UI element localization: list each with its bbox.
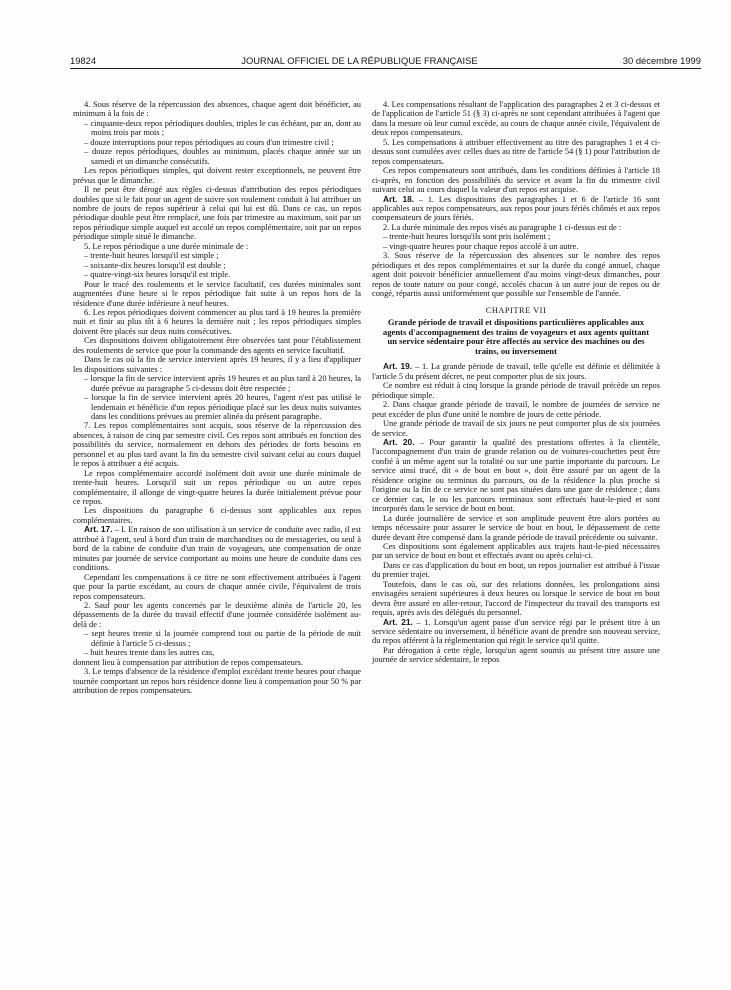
paragraph: 2. Sauf pour les agents concernés par le deuxième alinéa de l'article 20, les dépassements de la durée du travail effectif d'une journée considérée isolément au-delà de : [73,601,361,629]
paragraph: 3. Sous réserve de la répercussion des absences sur le nombre des repos périodiques et des repos complémentaires et sur la durée du congé annuel, chaque agent doit pouvoir bénéficier annuellement d'au moins vingt-deux dimanches, pour repos de toute nature ou pour congé, accolés chacun à un autre jour de repos ou de congé, répartis aussi uniformément que possible sur l'ensemble de l'année. [372,251,660,299]
article-text: – 1. Lorsqu'un agent passe d'un service régi par le présent titre à un service sédentaire ou inversement, il bénéficie avant de prendre son nouveau service, du repos afférent à la réglementation qui régit le service qu'il quitte. [372,617,660,646]
page-number: 19824 [70,55,97,66]
paragraph: Par dérogation à cette règle, lorsqu'un agent soumis au présent titre assure une journée de service sédentaire, le repos [372,645,660,665]
header-rule [70,68,701,69]
paragraph: Les dispositions du paragraphe 6 ci-dessus sont applicables aux repos complémentaires. [73,506,361,525]
paragraph: 2. Dans chaque grande période de travail, le nombre de journées de service ne peut excéder de plus d'une unité le nombre de jours de cette période. [372,400,660,419]
article-paragraph [372,618,660,646]
left-column [73,100,361,696]
article-paragraph [73,525,361,572]
article-paragraph [372,438,660,514]
paragraph: Ces dispositions sont également applicables aux trajets haut-le-pied nécessaires par un service de bout en bout et effectués avant ou après celui-ci. [372,541,660,561]
article-text: – 1. Les dispositions des paragraphes 1 et 6 de l'article 16 sont applicables aux repos compensateurs, aux repos pour jours fériés chômés et aux repos compensateurs de jours fériés. [372,194,660,223]
paragraph: Dans ce cas d'application du bout en bout, un repos journalier est attribué à l'issue du premier trajet. [372,560,660,580]
paragraph: Une grande période de travail de six jours ne peut comporter plus de six journées de service. [372,419,660,438]
right-column [372,100,660,665]
list-item: – huit heures trente dans les autres cas, [73,648,361,657]
list-item: – trente-huit heures lorsqu'il est simple ; [73,251,361,260]
paragraph: 4. Sous réserve de la répercussion des absences, chaque agent doit bénéficier, au minimum à la fois de : [73,100,361,119]
paragraph: La durée journalière de service et son amplitude peuvent être alors portées au temps nécessaire pour assurer le service de bout en bout, le dépassement de cette durée devant être compensé dans la grande période de travail précédente ou suivante. [372,513,660,542]
list-item: – douze repos périodiques, doubles au minimum, placés chaque année sur un samedi et un dimanche consécutifs. [73,147,361,166]
article-text: – I. En raison de son utilisation à un service de conduite avec radio, il est attribué à l'agent, seul à bord d'un train de marchandises ou de messageries, ou seul à bord de la cabine de conduite d'un train de voyageurs, une compensation de onze minutes par journée de service comportant au moins une heure de conduite dans ces conditions. [73,525,361,573]
article-paragraph [372,195,660,223]
article-label: Art. 21. [383,616,413,627]
paragraph: 2. La durée minimale des repos visés au paragraphe 1 ci-dessus est de : [383,222,622,232]
chapter-heading: CHAPITRE VII [485,305,547,315]
paragraph: Dans le cas où la fin de service intervient après 19 heures, il y a lieu d'appliquer les dispositions suivantes : [73,355,361,374]
list-item: – soixante-dix heures lorsqu'il est double ; [73,261,361,270]
article-label: Art. 18. [383,193,415,204]
paragraph: 3. Le temps d'absence de la résidence d'emploi excédant trente heures pour chaque tournée comportant un repos hors résidence donne lieu à compensation pour 50 % par attribution de repos compensateurs. [73,667,361,696]
paragraph: Le repos complémentaire accordé isolément doit avoir une durée minimale de trente-huit heures. Lorsqu'il suit un repos périodique ou un autre repos complémentaire, il allonge de vingt-quatre heures la durée initialement prévue pour ce repos. [73,468,361,507]
list-item: – lorsque la fin de service intervient après 20 heures, l'agent n'est pas utilisé le lendemain et bénéficie d'un repos périodique placé sur les deux nuits suivantes dans les conditions prévues au premier alinéa du présent paragraphe. [73,393,361,421]
article-paragraph [372,362,660,381]
paragraph: Ce nombre est réduit à cinq lorsque la grande période de travail précède un repos périodique simple. [372,381,660,400]
article-label: Art. 17. [84,524,113,535]
paragraph: Ces dispositions doivent obligatoirement être observées tant pour l'établissement des roulements de service que pour la commande des agents en service facultatif. [73,336,361,355]
article-label: Art. 20. [383,436,415,447]
chapter-title: Grande période de travail et dispositions particulières applicables aux agents d'accompagnement des trains de voyageurs et aux agents quittant un service sédentaire pour être affectés au service des machines ou des trains, ou inversement [382,316,650,356]
journal-title: JOURNAL OFFICIEL DE LA RÉPUBLIQUE FRANÇAISE [241,55,478,66]
article-text: – 1. La grande période de travail, telle qu'elle est définie et délimitée à l'article 5 du présent décret, ne peut comporter plus de six jours. [372,362,660,381]
paragraph: Il ne peut être dérogé aux règles ci-dessus d'attribution des repos périodiques doubles que si le fait pour un agent de suivre son roulement conduit à lui attribuer un nombre de jours de repos supérieur à celui qui lui est dû. Dans ce cas, un repos périodique double peut être remplacé, une fois par trimestre au maximum, soit par un repos périodique simple auquel est accolé un repos complémentaire, soit par un repos périodique simple situé le dimanche. [73,185,361,242]
list-item: – quatre-vingt-six heures lorsqu'il est triple. [73,270,361,279]
paragraph: 6. Les repos périodiques doivent commencer au plus tard à 19 heures la première nuit et finir au plus tôt à 6 heures la dernière nuit ; les repos périodiques simples doivent être placés sur deux nuits consécutives. [73,307,361,336]
list-item: – trente-huit heures lorsqu'ils sont pris isolément ; [372,232,660,241]
page-header [70,55,701,69]
paragraph: donnent lieu à compensation par attribution de repos compensateurs. [73,657,304,667]
paragraph: Cependant les compensations à ce titre ne sont effectivement attribuées à l'agent que pour la partie excédant, au cours de chaque année civile, l'équivalent de trois repos compensateurs. [73,572,361,601]
list-item: – lorsque la fin de service intervient après 19 heures et au plus tard à 20 heures, la durée prévue au paragraphe 5 ci-dessus doit être respectée ; [73,374,361,393]
paragraph: Pour le tracé des roulements et le service facultatif, ces durées minimales sont augmentées d'une heure si le repos périodique fait suite à un repos hors de la résidence d'une durée inférieure à neuf heures. [73,279,361,308]
paragraph: Ces repos compensateurs sont attribués, dans les conditions définies à l'article 18 ci-après, en fonction des possibilités du service et avant la fin du trimestre civil suivant celui au cours duquel la valeur d'un repos est acquise. [372,166,660,195]
paragraph: 7. Les repos complémentaires sont acquis, sous réserve de la répercussion des absences, à raison de cinq par semestre civil. Ces repos sont attribués en fonction des possibilités du service, normalement en dehors des périodes de forts besoins en personnel et au plus tard avant la fin du semestre civil suivant celui au cours duquel le repos à attribuer a été acquis. [73,421,361,469]
list-item: – cinquante-deux repos périodiques doubles, triples le cas échéant, par an, dont au moins trois par mois ; [73,119,361,138]
article-text: – Pour garantir la qualité des prestations offertes à la clientèle, l'accompagnement d'un train de grande relation ou de voitures-couchettes peut être confié à un même agent sur la totalité ou sur une partie importante du parcours. Le service ainsi tracé, dit « de bout en bout », doit être assuré par un agent de la résidence origine ou terminus du parcours, ou de la résidence la plus proche si l'origine ou la fin de ce service ne sont pas situées dans une gare de résidence ; dans ce dernier cas, le ou les parcours terminaux sont effectués haut-le-pied et sont incorporés dans le service de bout en bout. [372,437,660,514]
publication-date: 30 décembre 1999 [622,55,701,66]
list-item: – sept heures trente si la journée comprend tout ou partie de la période de nuit définie à l'article 5 ci-dessus ; [73,629,361,648]
article-label: Art. 19. [383,361,413,372]
paragraph: 5. Le repos périodique a une durée minimale de : [84,241,249,251]
paragraph: Toutefois, dans le cas où, sur des relations données, les prolongations ainsi envisagées seraient supérieures à deux heures ou lorsque le service de bout en bout devra être assuré en aller-retour, l'accord de l'inspecteur du travail des transports est requis, après avis des délégués du personnel. [372,579,660,618]
list-item: – vingt-quatre heures pour chaque repos accolé à un autre. [372,242,660,251]
list-item: – douze interruptions pour repos périodiques au cours d'un trimestre civil ; [73,138,361,147]
paragraph: Les repos périodiques simples, qui doivent rester exceptionnels, ne peuvent être prévus que le dimanche. [73,166,361,185]
paragraph: 5. Les compensations à attribuer effectivement au titre des paragraphes 1 et 4 ci-dessus sont cumulées avec celles dues au titre de l'article 54 (§ 1) pour l'attribution de repos compensateurs. [372,137,660,166]
paragraph: 4. Les compensations résultant de l'application des paragraphes 2 et 3 ci-dessus et de l'application de l'article 51 (§ 3) ci-après ne sont cependant attribuées à l'agent que dans la mesure où leur cumul excède, au cours de chaque année civile, l'équivalent de deux repos compensateurs. [372,100,660,138]
